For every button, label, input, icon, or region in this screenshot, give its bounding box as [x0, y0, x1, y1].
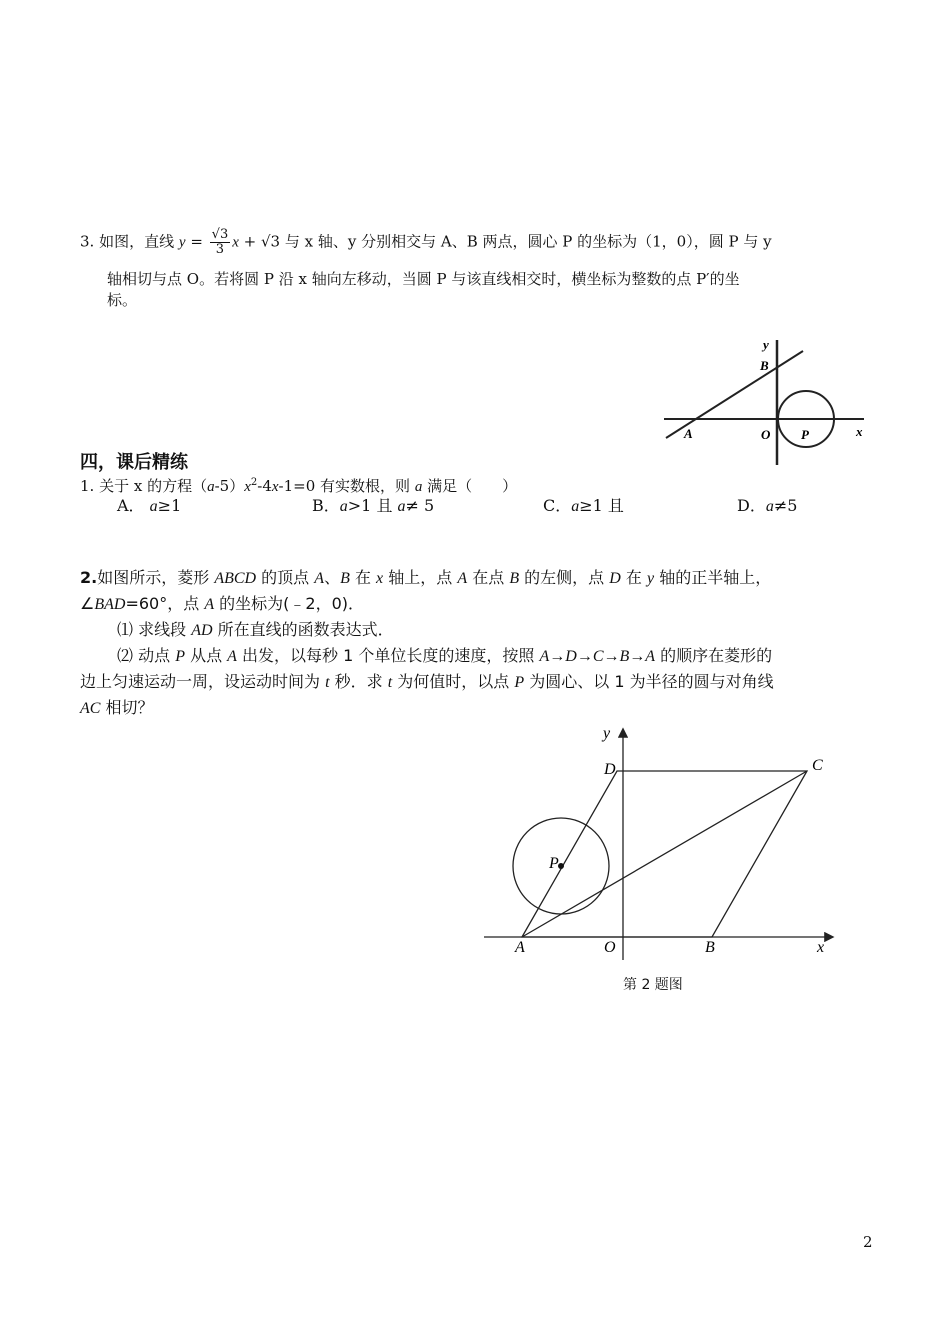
fig1-label-P: P — [801, 427, 809, 442]
option-d-var: a — [765, 498, 774, 515]
q2-l2-b: 的坐标为(﹣2，0)． — [214, 594, 365, 613]
q3-number: 3. — [80, 232, 100, 251]
q1-option-c — [543, 495, 624, 518]
q2-line1 — [80, 567, 771, 590]
q2-l1-d: 在 — [349, 568, 377, 587]
q2-p3-b: 秒．求 — [329, 672, 388, 691]
q2-line2 — [80, 593, 364, 616]
option-b-var: a — [339, 498, 348, 515]
fig2-caption: 第 2 题图 — [623, 977, 683, 993]
q2-l1-D: D — [609, 570, 621, 587]
q2-p2-d: 的顺序在菱形的 — [655, 646, 773, 665]
q2-p2-b: 从点 — [184, 646, 228, 665]
option-a-text: ≥1 — [157, 496, 182, 515]
q2-l2-a: =60°，点 — [125, 594, 205, 613]
q1-mid3: -1=0 有实数根，则 — [278, 477, 415, 495]
fig2-label-D: D — [604, 761, 616, 778]
q2-l2-bad: BAD — [94, 596, 126, 613]
q1-mid2: -4 — [257, 477, 272, 495]
page-number: 2 — [863, 1233, 873, 1251]
q2-p3-P: P — [514, 674, 525, 691]
q2-l1-h: 在 — [620, 568, 648, 587]
fig2-diagonal-ac — [522, 771, 807, 937]
q2-p2-P: P — [175, 648, 185, 665]
q2-p2-c: 出发，以每秒 1 个单位长度的速度，按照 — [236, 646, 540, 665]
q1-prefix: 1. 关于 x 的方程（ — [80, 477, 208, 495]
fig2-label-P: P — [549, 855, 559, 872]
fig2-label-C: C — [812, 757, 823, 774]
q2-l1-e: 轴上，点 — [383, 568, 458, 587]
option-a-letter: A． — [117, 496, 145, 515]
q2-l1-i: 轴的正半轴上， — [654, 568, 772, 587]
q3-eq-x: x — [232, 234, 239, 251]
option-b-text: >1 且 — [347, 496, 398, 515]
fig2-label-O: O — [604, 939, 616, 956]
q2-p3-t: t — [325, 674, 330, 691]
q2-l1-a: 如图所示，菱形 — [97, 568, 215, 587]
fig1-label-y: y — [763, 337, 769, 352]
q2-p3-d: 为圆心、以 1 为半径的圆与对角线 — [524, 672, 774, 691]
q2-part1 — [117, 619, 394, 642]
fig2-label-x: x — [817, 939, 825, 956]
q2-l1-b: 的顶点 — [256, 568, 315, 587]
q2-line6 — [80, 697, 154, 720]
figure-2 — [480, 720, 850, 970]
q2-l1-f: 在点 — [467, 568, 510, 587]
q1-var-x2: x — [271, 479, 279, 495]
q2-number: 2. — [80, 568, 98, 587]
fig1-label-A: A — [684, 426, 693, 441]
q2-angle-symbol: ∠ — [80, 594, 95, 613]
q1-option-d — [737, 495, 797, 518]
q3-line1-rest: 与 x 轴、y 分别相交与 A、B 两点，圆心 P 的坐标为（1，0），圆 P 与 y — [280, 232, 772, 251]
q3-lead: 如图，直线 — [99, 232, 179, 251]
q3-line2: 轴相切与点 O。若将圆 P 沿 x 轴向左移动，当圆 P 与该直线相交时，横坐标为整数的点 P′的坐 — [107, 270, 740, 288]
option-c-text: ≥1 且 — [579, 496, 624, 515]
option-b-text2: ≠ 5 — [405, 496, 435, 515]
q2-l1-B: B — [340, 570, 350, 587]
fig1-line — [666, 351, 803, 438]
q2-l1-x: x — [376, 570, 384, 587]
q2-p4-ac: AC — [80, 700, 101, 717]
option-c-letter: C． — [543, 496, 572, 515]
q2-l1-abcd: ABCD — [214, 570, 257, 587]
q2-p3-a: 边上匀速运动一周，设运动时间为 — [80, 672, 326, 691]
q3-fraction — [210, 228, 231, 257]
q2-p2-path: A→D→C→B→A — [539, 648, 656, 665]
q2-p3-c: 为何值时，以点 — [392, 672, 515, 691]
q1-suffix: 满足（ ） — [422, 477, 518, 495]
q2-p1-ad: AD — [191, 622, 213, 639]
q3-line3: 标。 — [107, 291, 138, 309]
fig1-label-O: O — [761, 427, 771, 442]
q2-l1-B2: B — [509, 570, 520, 587]
q3-eq-y: y — [178, 234, 186, 251]
fig2-label-B: B — [705, 939, 715, 956]
q1-mid1: -5） — [214, 477, 245, 495]
q1-option-a — [117, 495, 181, 518]
q2-p2-A: A — [227, 648, 237, 665]
q2-p1-b: 所在直线的函数表达式． — [212, 620, 394, 639]
q2-p1-a: 求线段 — [133, 620, 192, 639]
option-b-letter: B． — [312, 496, 340, 515]
section-heading: 四，课后精练 — [80, 452, 188, 473]
q1-exponent: 2 — [250, 477, 258, 488]
q1-var-a: a — [207, 479, 215, 495]
q2-p3-t2: t — [387, 674, 393, 691]
q1-var-a2: a — [414, 479, 423, 495]
q2-l1-c: 、 — [324, 568, 341, 587]
q2-p2-a: 动点 — [133, 646, 176, 665]
fig2-point-p — [558, 863, 564, 869]
q2-l1-g: 的左侧，点 — [519, 568, 610, 587]
q3-eq-equals: = — [185, 232, 208, 251]
option-d-text: ≠5 — [773, 496, 798, 515]
fig1-label-x: x — [856, 424, 863, 439]
q3-eq-const: √3 — [261, 232, 281, 251]
fig1-label-B: B — [760, 358, 769, 373]
q2-part1-number: ⑴ — [117, 620, 134, 639]
q2-l1-y: y — [647, 570, 655, 587]
q2-p4-a: 相切？ — [100, 698, 154, 717]
fig2-label-y: y — [603, 725, 611, 742]
q1-option-b — [312, 495, 434, 518]
option-a-var: a — [149, 498, 158, 515]
q3-frac-numerator: √3 — [211, 227, 229, 242]
figure-1 — [660, 335, 875, 470]
q2-l1-A: A — [314, 570, 325, 587]
option-d-letter: D． — [737, 496, 766, 515]
q2-l2-A: A — [204, 596, 215, 613]
option-c-var: a — [571, 498, 580, 515]
q3-frac-denominator: 3 — [215, 242, 225, 257]
q2-line5 — [80, 671, 774, 694]
q3-eq-plus: + — [238, 232, 261, 251]
q2-part2 — [117, 645, 772, 668]
q2-l1-A2: A — [457, 570, 468, 587]
q3-line1 — [80, 228, 772, 257]
fig2-label-A: A — [515, 939, 525, 956]
q2-part2-number: ⑵ — [117, 646, 134, 665]
q1-var-x: x — [244, 479, 251, 495]
option-b-var2: a — [397, 498, 406, 515]
